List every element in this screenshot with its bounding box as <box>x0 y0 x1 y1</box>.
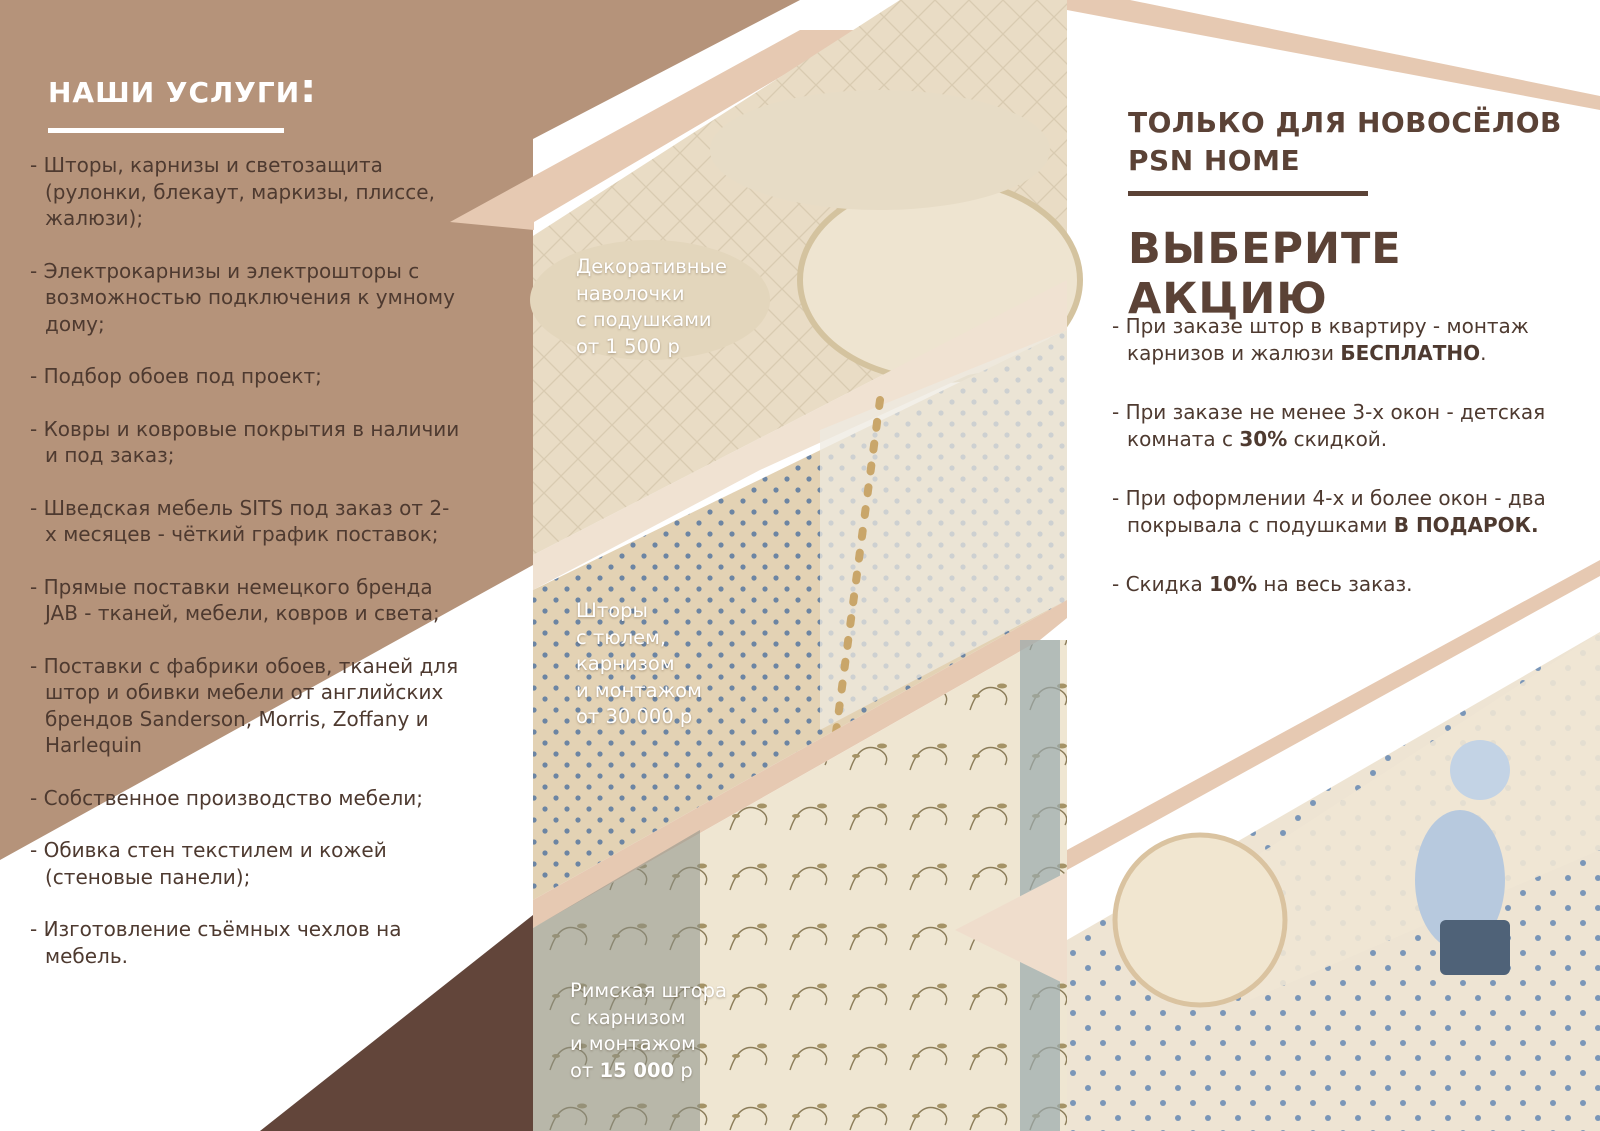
right-beige-top <box>1067 0 1600 110</box>
service-item: - Ковры и ковровые покрытия в наличии и под заказ; <box>30 416 460 467</box>
pillows-label-line: наволочки <box>576 281 685 305</box>
promo-big-title: ВЫБЕРИТЕ АКЦИЮ <box>1128 224 1402 324</box>
services-title-underline <box>48 128 284 133</box>
service-item: - Шведская мебель SITS под заказ от 2-х месяцев - чёткий график поставок; <box>30 495 450 546</box>
roman-blind-label-line: Римская штора <box>570 979 727 1002</box>
offer-after: на весь заказ. <box>1257 572 1413 596</box>
service-item: - Подбор обоев под проект; <box>30 364 322 388</box>
promo-heading-line: ТОЛЬКО ДЛЯ НОВОСЁЛОВ <box>1128 106 1562 139</box>
offer-highlight: БЕСПЛАТНО <box>1340 340 1481 365</box>
offer-highlight: 30% <box>1239 426 1288 451</box>
curtains-label <box>576 598 702 731</box>
pillows-label-line: с подушками <box>576 308 712 331</box>
service-item: - Электрокарнизы и электрошторы с возможностью подключения к умному дому; <box>30 258 455 336</box>
pillows-label <box>576 254 727 360</box>
offer-item <box>1112 313 1592 366</box>
curtains-label-line: карнизом <box>576 652 675 675</box>
price-suffix: р <box>674 1058 693 1082</box>
pillows-label-price: от 1 500 р <box>576 334 680 358</box>
services-title-colon: : <box>300 66 318 112</box>
offer-text: - При заказе не менее 3-х окон - детская комната с <box>1112 400 1546 451</box>
curtains-label-line: с тюлем, <box>576 625 667 649</box>
offer-highlight: В ПОДАРОК. <box>1393 512 1539 537</box>
services-title <box>48 66 317 112</box>
price-value: 15 000 <box>599 1058 675 1082</box>
services-title-text: НАШИ УСЛУГИ <box>48 76 301 109</box>
service-item: - Поставки с фабрики обоев, тканей для штор и обивки мебели от английских брендов Sanderson, Morris, Zoffany и Harlequin <box>30 653 459 757</box>
promo-heading-underline <box>1128 191 1368 196</box>
price-prefix: от <box>570 1058 600 1082</box>
service-item: - Обивка стен текстилем и кожей (стеновые панели); <box>30 838 387 889</box>
roman-blind-label-line: и монтажом <box>570 1032 696 1055</box>
offer-item <box>1112 485 1592 538</box>
curtains-label-line: Шторы <box>576 599 648 622</box>
offer-text: - При заказе штор в квартиру - монтаж карнизов и жалюзи <box>1112 314 1529 365</box>
curtains-label-line: и монтажом <box>576 678 702 702</box>
offer-after: скидкой. <box>1287 426 1388 451</box>
service-item: - Прямые поставки немецкого бренда JAB - тканей, мебели, ковров и света; <box>30 574 440 625</box>
services-list <box>30 152 460 995</box>
offer-item <box>1112 571 1592 598</box>
curtains-label-price: от 30 000 р <box>576 705 693 728</box>
offer-after: . <box>1480 340 1487 365</box>
roman-blind-label-price <box>570 1058 727 1085</box>
pillows-label-line: Декоративные <box>576 255 727 278</box>
promo-heading <box>1128 104 1562 180</box>
service-item: - Изготовление съёмных чехлов на мебель. <box>30 917 402 968</box>
offer-text: - При оформлении 4-х и более окон - два покрывала с подушками <box>1112 486 1546 537</box>
offer-item <box>1112 399 1592 452</box>
service-item: - Собственное производство мебели; <box>30 785 423 810</box>
roman-blind-label-line: с карнизом <box>570 1005 686 1029</box>
offer-highlight: 10% <box>1209 572 1258 596</box>
service-item: - Шторы, карнизы и светозащита (рулонки, блекаут, маркизы, плиссе, жалюзи); <box>30 153 435 230</box>
offers-list <box>1112 313 1592 631</box>
roman-blind-label <box>570 978 727 1084</box>
offer-text: - Скидка <box>1112 572 1210 596</box>
promo-heading-line: PSN HOME <box>1128 144 1301 177</box>
